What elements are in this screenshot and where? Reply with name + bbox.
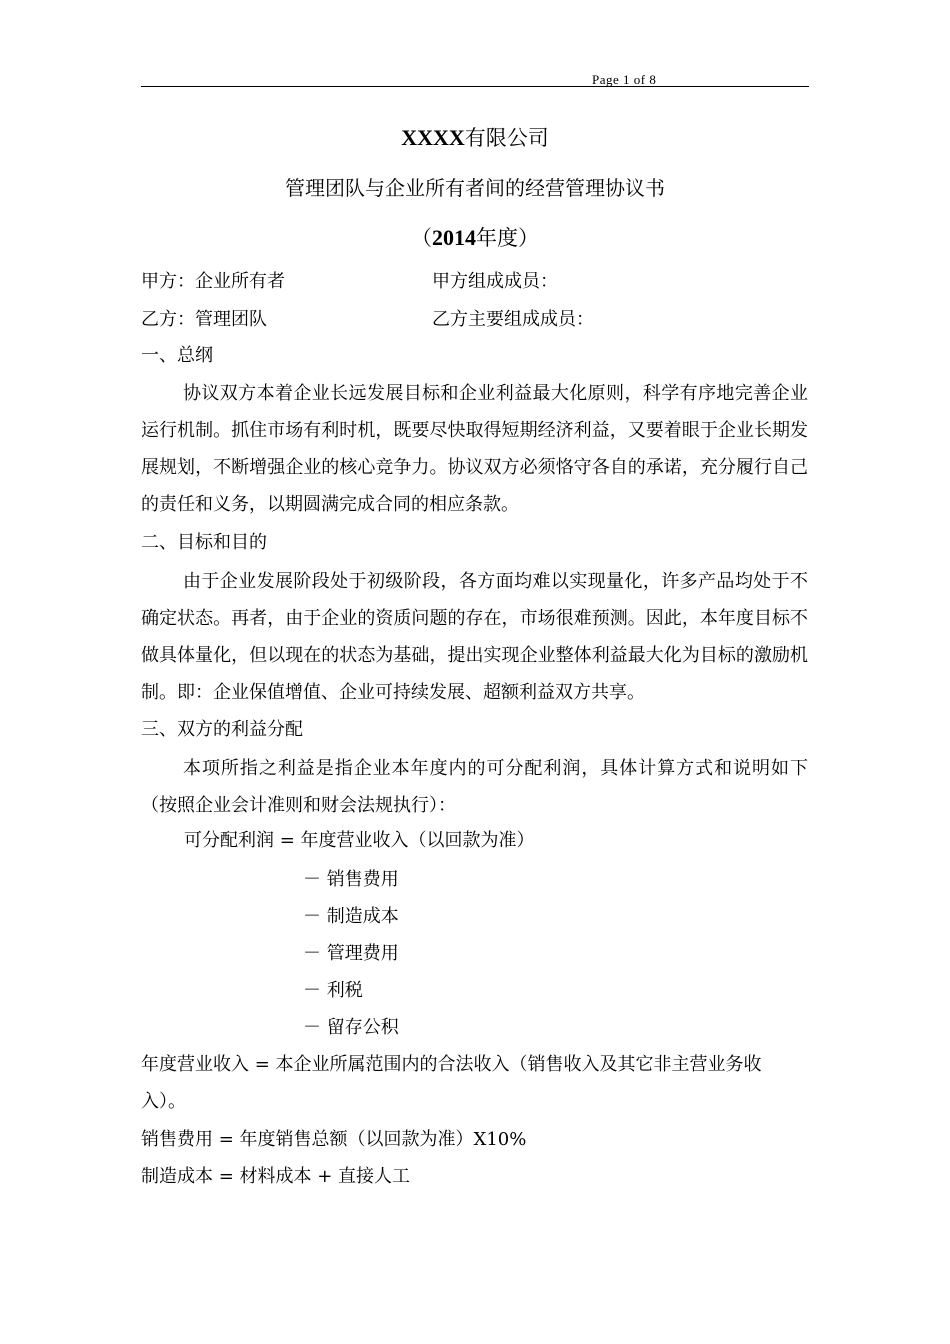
deduction-item: － 利税: [303, 980, 363, 1001]
section3-heading: 三、双方的利益分配: [141, 719, 303, 740]
party-b: 乙方：管理团队: [141, 309, 267, 330]
revenue-definition-cont: 入）。: [141, 1091, 186, 1112]
section3-body: 本项所指之利益是指企业本年度内的可分配利润，具体计算方式和说明如下（按照企业会计准则和财会法规执行）：: [141, 758, 808, 816]
year-close: 年度）: [476, 226, 539, 250]
section2-body: 由于企业发展阶段处于初级阶段，各方面均难以实现量化，许多产品均处于不确定状态。再者，由于企业的资质问题的存在，市场很难预测。因此，本年度目标不做具体量化，但以现在的状态为基础，提出实现企业整体利益最大化为目标的激励机制。即：企业保值增值、企业可持续发展、超额利益双方共享。: [141, 571, 808, 703]
deduction-item: － 管理费用: [303, 943, 399, 964]
year-title: [0, 222, 950, 252]
header-rule: [141, 86, 809, 87]
mfg-cost-definition: 制造成本 = 材料成本 + 直接人工: [141, 1166, 411, 1187]
party-a-members: 甲方组成成员：: [432, 271, 558, 292]
deduction-item: － 销售费用: [303, 869, 399, 890]
section1-heading: 一、总纲: [141, 345, 213, 366]
year-open: （: [411, 226, 432, 250]
party-b-members: 乙方主要组成成员：: [432, 309, 594, 330]
formula-main: 可分配利润 = 年度营业收入（以回款为准）: [184, 830, 535, 851]
section1-body: 协议双方本着企业长远发展目标和企业利益最大化原则，科学有序地完善企业运行机制。抓住市场有利时机，既要尽快取得短期经济利益，又要着眼于企业长期发展规划，不断增强企业的核心竞争力。协议双方必须恪守各自的承诺，充分履行自己的责任和义务，以期圆满完成合同的相应条款。: [141, 383, 808, 515]
deduction-item: － 制造成本: [303, 906, 399, 927]
sales-cost-definition: 销售费用 = 年度销售总额（以回款为准）X10%: [141, 1129, 527, 1150]
company-title: [0, 122, 950, 152]
year-number: 2014: [432, 225, 476, 250]
agreement-title: 管理团队与企业所有者间的经营管理协议书: [285, 176, 665, 200]
deduction-item: － 留存公积: [303, 1017, 399, 1038]
party-a: 甲方：企业所有者: [141, 271, 285, 292]
company-title-latin: XXXX: [401, 125, 465, 150]
company-title-cn: 有限公司: [464, 126, 549, 150]
page-number: Page 1 of 8: [592, 72, 657, 87]
revenue-definition: 年度营业收入 = 本企业所属范围内的合法收入（销售收入及其它非主营业务收: [141, 1054, 762, 1075]
section2-heading: 二、目标和目的: [141, 532, 267, 553]
